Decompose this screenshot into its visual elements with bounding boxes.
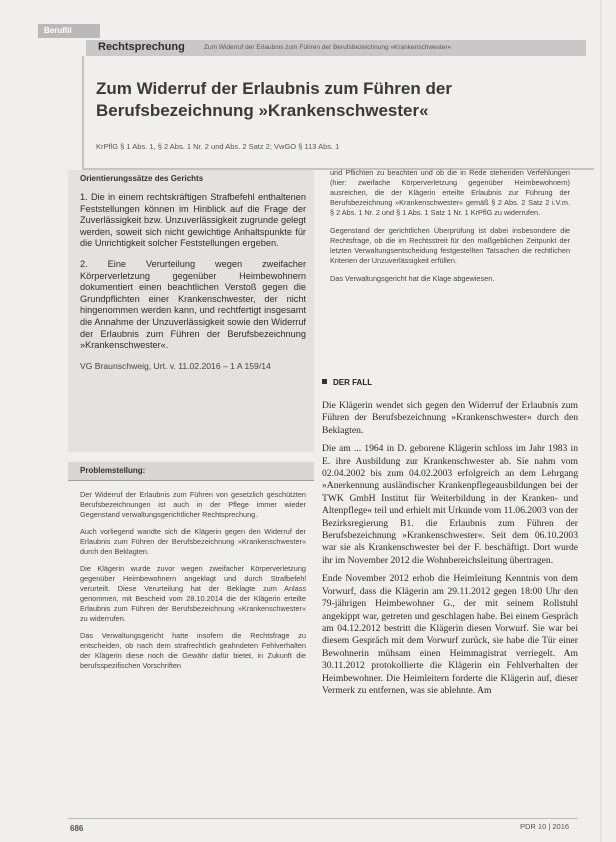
journal-reference: PDR 10 | 2016 bbox=[520, 822, 570, 831]
right-paragraph: und Pflichten zu beachten und ob die in Rede stehenden Verfehlungen (hier: zweifache Körperverletzung gegenüber Heimbewohnern) ausreichen, die der Klägerin erteilte Erlaubnis zur Führung der Berufsbezeichnung »Krankenschwester« gemäß § 2 Abs. 2 Satz 2 i.V.m. § 2 Abs. 1 Nr. 2 und § 1 Abs. 1 Satz 1 Nr. 1 KrPflG zu widerrufen. bbox=[330, 168, 570, 217]
footer-divider bbox=[68, 818, 578, 819]
orientation-heading: Orientierungssätze des Gerichts bbox=[80, 174, 204, 183]
right-paragraph: Gegenstand der gerichtlichen Überprüfung ist dabei insbesondere die Rechtsfrage, ob die im Rechtsstreit für den maßgeblichen Zeitpunkt der letzten Verwaltungsentscheidung festgestellten Tatsachen die rechtlichen Kriterien der Unzuverlässigkeit erfüllen. bbox=[330, 226, 570, 265]
article-norms: KrPflG § 1 Abs. 1, § 2 Abs. 1 Nr. 2 und Abs. 2 Satz 2; VwGO § 113 Abs. 1 bbox=[96, 142, 340, 151]
fall-paragraph: Die Klägerin wendet sich gegen den Widerruf der Erlaubnis zum Führen der Berufsbezeichnung »Krankenschwester« durch den Beklagten. bbox=[322, 400, 578, 436]
problem-paragraph: Der Widerruf der Erlaubnis zum Führen von gesetzlich geschützten Berufsbezeichnungen ist auch in der Pflege immer wieder Gegenstand verwaltungsgerichtlicher Rechtsprechung. bbox=[80, 490, 306, 519]
fall-heading bbox=[322, 378, 372, 387]
square-bullet-icon bbox=[322, 379, 327, 384]
section-tab: Beruflil bbox=[38, 24, 100, 38]
page-number: 686 bbox=[70, 824, 84, 833]
problem-paragraph: Auch vorliegend wandte sich die Klägerin gegen den Widerruf der Erlaubnis zum Führen der Berufsbezeichnung »Krankenschwester« durch den Beklagten. bbox=[80, 527, 306, 556]
fall-heading-label: DER FALL bbox=[333, 378, 373, 387]
orientation-item: 1. Die in einem rechtskräftigen Strafbefehl enthaltenen Feststellungen können im Hinblick auf die Frage der Zuverlässigkeit bzw. Unzuverlässigkeit zugrunde gelegt werden, soweit sich nicht gewichtige Anhaltspunkte für die Unrichtigkeit solcher Feststellungen ergeben. bbox=[80, 192, 306, 249]
problem-heading: Problemstellung: bbox=[80, 466, 146, 475]
problem-heading-bar bbox=[68, 462, 314, 481]
orientation-box bbox=[68, 170, 314, 452]
header-bar bbox=[86, 40, 586, 56]
article-title: Zum Widerruf der Erlaubnis zum Führen der Berufsbezeichnung »Krankenschwester« bbox=[96, 79, 452, 120]
problem-continued bbox=[330, 168, 570, 292]
right-paragraph: Das Verwaltungsgericht hat die Klage abgewiesen. bbox=[330, 274, 495, 283]
fall-paragraph: Ende November 2012 erhob die Heimleitung Kenntnis von dem Vorwurf, dass die Klägerin am 29.11.2012 gegen 18:00 Uhr den 79-jährigen Heimbewohner G., der mit seinem Rollstuhl angekippt war, getreten und geschlagen habe. Bei einem Gespräch am 04.12.2012 bestritt die Klägerin diesen Vorwurf. Sie war bei diesem Gespräch mit dem Vorwurf zurück, sie habe die Tür einer Bewohnerin mühsam einen Heimmagistrat verriegelt. Am 30.11.2012 protokollierte die Klägerin ein Fehlverhalten der Heimbewohner. Die Heimleitern forderte die Klägerin auf, dieser Vermerk zu entfernen, was sie ablehnte. Am bbox=[322, 573, 578, 696]
court-citation: VG Braunschweig, Urt. v. 11.02.2016 – 1 A 159/14 bbox=[80, 360, 271, 371]
fall-paragraph: Die am ... 1964 in D. geborene Klägerin schloss im Jahr 1983 in E. ihre Ausbildung zur Krankenschwester ab. Sie nahm vom 02.04.2002 bis zum 04.02.2003 erfolgreich an dem Lehrgang »Anerkennung ausländischer Krankenpflegeausbildungen bei der TWK GmbH Institut für Weiterbildung in der Kranken- und Altenpflege« teil und erhielt mit Urkunde vom 11.06.2003 von der Bezirksregierung B1. die Erlaubnis zum Führen der Berufsbezeichnung »Krankenschwester«. Seit dem 06.10.2003 war sie als Krankenschwester bei der F. beschäftigt. Dort wurde ihr im November 2012 die Wohnbereichsleitung übertragen. bbox=[322, 443, 578, 566]
problem-text bbox=[80, 490, 306, 678]
orientation-item: 2. Eine Verurteilung wegen zweifacher Körperverletzung gegenüber Heimbewohnern dokumentiert einen beachtlichen Verstoß gegen die Grundpflichten einer Krankenschwester, der nicht hingenommen werden kann, und rechtfertigt insgesamt die Annahme der Unzuverlässigkeit sowie den Widerruf der Erlaubnis zum Führen der Berufsbezeichnung »Krankenschwester«. bbox=[80, 258, 306, 351]
problem-paragraph: Die Klägerin wurde zuvor wegen zweifacher Körperverletzung gegenüber Heimbewohnern angeklagt und durch Strafbefehl verurteilt. Diese Verurteilung hat der Beklagte zum Anlass genommen, mit Bescheid vom 28.10.2014 die der Klägerin erteilte Erlaubnis zum Führen der Berufsbezeichnung »Krankenschwester« zu widerrufen. bbox=[80, 564, 306, 623]
header-title: Rechtsprechung bbox=[98, 41, 185, 53]
page-edge bbox=[600, 0, 601, 842]
header-subtitle: Zum Widerruf der Erlaubnis zum Führen der Berufsbezeichnung »Krankenschwester« bbox=[204, 44, 452, 51]
orientation-text bbox=[80, 192, 306, 381]
fall-text bbox=[322, 400, 578, 703]
problem-paragraph: Das Verwaltungsgericht hatte insofern die Rechtsfrage zu entscheiden, ob nach dem strafrechtlich geahndeten Fehlverhalten der Klägerin diese noch die Gewähr dafür bietet, in Zukunft die berufsspezifischen Vorschriften bbox=[80, 631, 306, 670]
